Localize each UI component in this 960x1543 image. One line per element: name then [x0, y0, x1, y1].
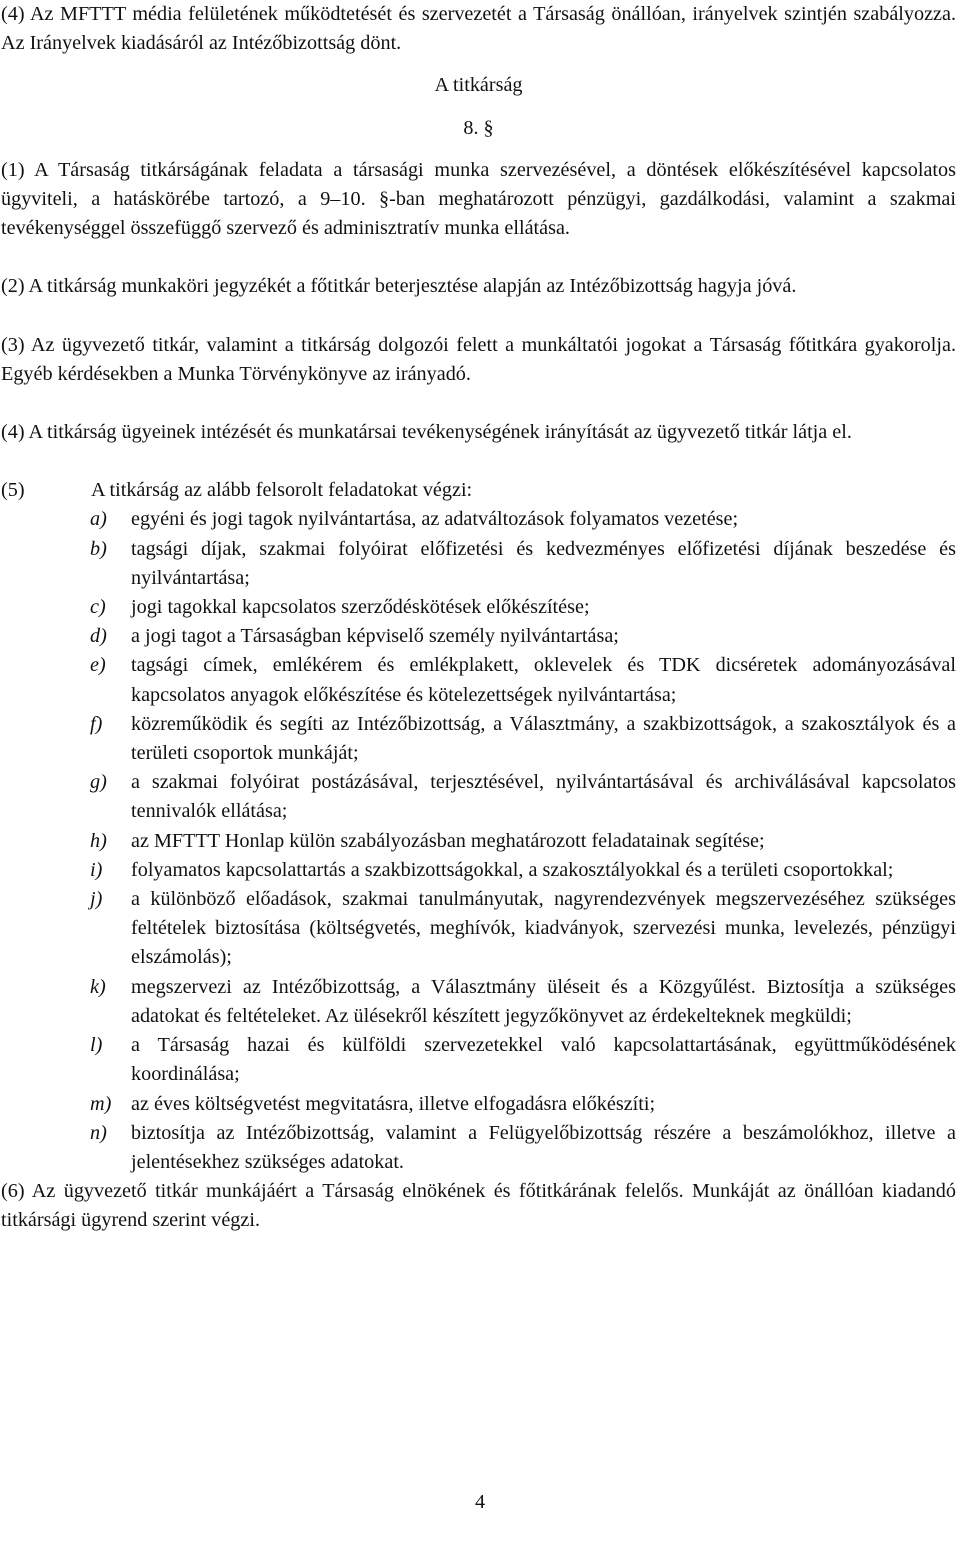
- list-item-text: egyéni és jogi tagok nyilvántartása, az adatváltozások folyamatos vezetése;: [131, 508, 739, 531]
- task-list: [1, 505, 956, 1177]
- list-item-text: tagsági címek, emlékérem és emlékplakett, oklevelek és TDK dicséretek adományozásával kapcsolatos anyagok előkészítése és kötelezettségek nyilvántartása;: [131, 654, 956, 706]
- list-item-text: tagsági díjak, szakmai folyóirat előfizetési és kedvezményes előfizetési díjának beszedése és nyilvántartása;: [131, 537, 956, 589]
- paragraph-6: (6) Az ügyvezető titkár munkájáért a Társaság elnökének és főtitkárának felelős. Munkáját az önállóan kiadandó titkársági ügyrend szerint végzi.: [1, 1180, 956, 1232]
- paragraph-top-4: (4) Az MFTTT média felületének működtetését és szervezetét a Társaság önállóan, irányelvek szintjén szabályozza. Az Irányelvek kiadásáról az Intézőbizottság dönt.: [1, 3, 956, 55]
- list-item-text: a szakmai folyóirat postázásával, terjesztésével, nyilvántartásával és archiválásával kapcsolatos tennivalók ellátása;: [131, 771, 956, 823]
- list-item-text: az éves költségvetést megvitatásra, illetve elfogadásra előkészíti;: [131, 1092, 656, 1115]
- list-item-letter: j): [90, 888, 103, 911]
- list-item-letter: f): [90, 712, 103, 735]
- list-item-text: folyamatos kapcsolattartás a szakbizottságokkal, a szakosztályokkal és a területi csoportokkal;: [131, 858, 894, 881]
- list-item-letter: a): [90, 508, 107, 531]
- list-item-letter: g): [90, 771, 107, 794]
- paragraph-2: (2) A titkárság munkaköri jegyzékét a főtitkár beterjesztése alapján az Intézőbizottság hagyja jóvá.: [1, 275, 797, 298]
- list-item: [1, 622, 956, 651]
- list-item-text: biztosítja az Intézőbizottság, valamint a Felügyelőbizottság részére a beszámolókhoz, illetve a jelentésekhez szükséges adatokat.: [131, 1121, 956, 1173]
- list-item: [1, 535, 956, 593]
- list-item-text: a Társaság hazai és külföldi szervezetekkel való kapcsolattartásának, együttműködésének koordinálása;: [131, 1034, 956, 1086]
- list-item-text: jogi tagokkal kapcsolatos szerződéskötések előkészítése;: [131, 596, 590, 619]
- paragraph-3: (3) Az ügyvezető titkár, valamint a titkárság dolgozói felett a munkáltatói jogokat a Társaság főtitkára gyakorolja. Egyéb kérdésekben a Munka Törvénykönyve az irányadó.: [1, 333, 956, 385]
- list-item-letter: l): [90, 1034, 103, 1057]
- list-item-text: az MFTTT Honlap külön szabályozásban meghatározott feladatainak segítése;: [131, 829, 765, 852]
- list-item-letter: n): [90, 1121, 107, 1144]
- list-item: [1, 651, 956, 709]
- list-item-text: megszervezi az Intézőbizottság, a Választmány üléseit és a Közgyűlést. Biztosítja a szükséges adatokat és feltételeket. Az ülésekről készített jegyzőkönyvet az érdekelteknek megküldi;: [131, 975, 956, 1027]
- list-item-letter: e): [90, 654, 106, 677]
- list-item-text: közreműködik és segíti az Intézőbizottság, a Választmány, a szakbizottságok, a szakosztályok és a területi csoportok munkáját;: [131, 712, 956, 765]
- list-item: [1, 973, 956, 1031]
- paragraph-4: (4) A titkárság ügyeinek intézését és munkatársai tevékenységének irányítását az ügyvezető titkár látja el.: [1, 421, 852, 444]
- list-item: [1, 827, 956, 856]
- list-item-text: a jogi tagot a Társaságban képviselő személy nyilvántartása;: [131, 625, 619, 648]
- list-item: [1, 593, 956, 622]
- list-item: [1, 885, 956, 973]
- paragraph-5-intro: [1, 476, 956, 505]
- list-item-letter: h): [90, 829, 107, 852]
- list-item-letter: d): [90, 625, 107, 648]
- paragraph-5-text: A titkárság az alább felsorolt feladatokat végzi:: [91, 479, 473, 502]
- paragraph-1: (1) A Társaság titkárságának feladata a társasági munka szervezésével, a döntések előkészítésével kapcsolatos ügyviteli, a hatáskörébe tartozó, a 9–10. §-ban meghatározott pénzügyi, gazdálkodási, valamint a szakmai tevékenységgel összefüggő szervező és adminisztratív munka ellátása.: [1, 158, 956, 240]
- list-item: [1, 1090, 956, 1119]
- list-item: [1, 768, 956, 826]
- section-heading: A titkárság: [434, 74, 523, 97]
- section-number: 8. §: [463, 116, 494, 139]
- list-item: [1, 1031, 956, 1089]
- list-item: [1, 710, 956, 768]
- list-item: [1, 856, 956, 885]
- list-item-letter: m): [90, 1092, 112, 1115]
- list-item-letter: c): [90, 596, 106, 619]
- list-item-text: a különböző előadások, szakmai tanulmányutak, nagyrendezvények megszervezéséhez szükséges feltételek biztosítása (költségvetés, meghívók, kiadványok, szervezési munka, levelezés, pénzügyi elszámolás);: [131, 888, 956, 969]
- page-number: 4: [474, 1491, 486, 1513]
- list-item-letter: k): [90, 975, 106, 998]
- document-page: [1, 0, 956, 1236]
- list-item: [1, 505, 956, 534]
- list-item-letter: b): [90, 537, 107, 560]
- paragraph-5-number: (5): [1, 479, 25, 502]
- list-item: [1, 1119, 956, 1177]
- list-item-letter: i): [90, 858, 103, 881]
